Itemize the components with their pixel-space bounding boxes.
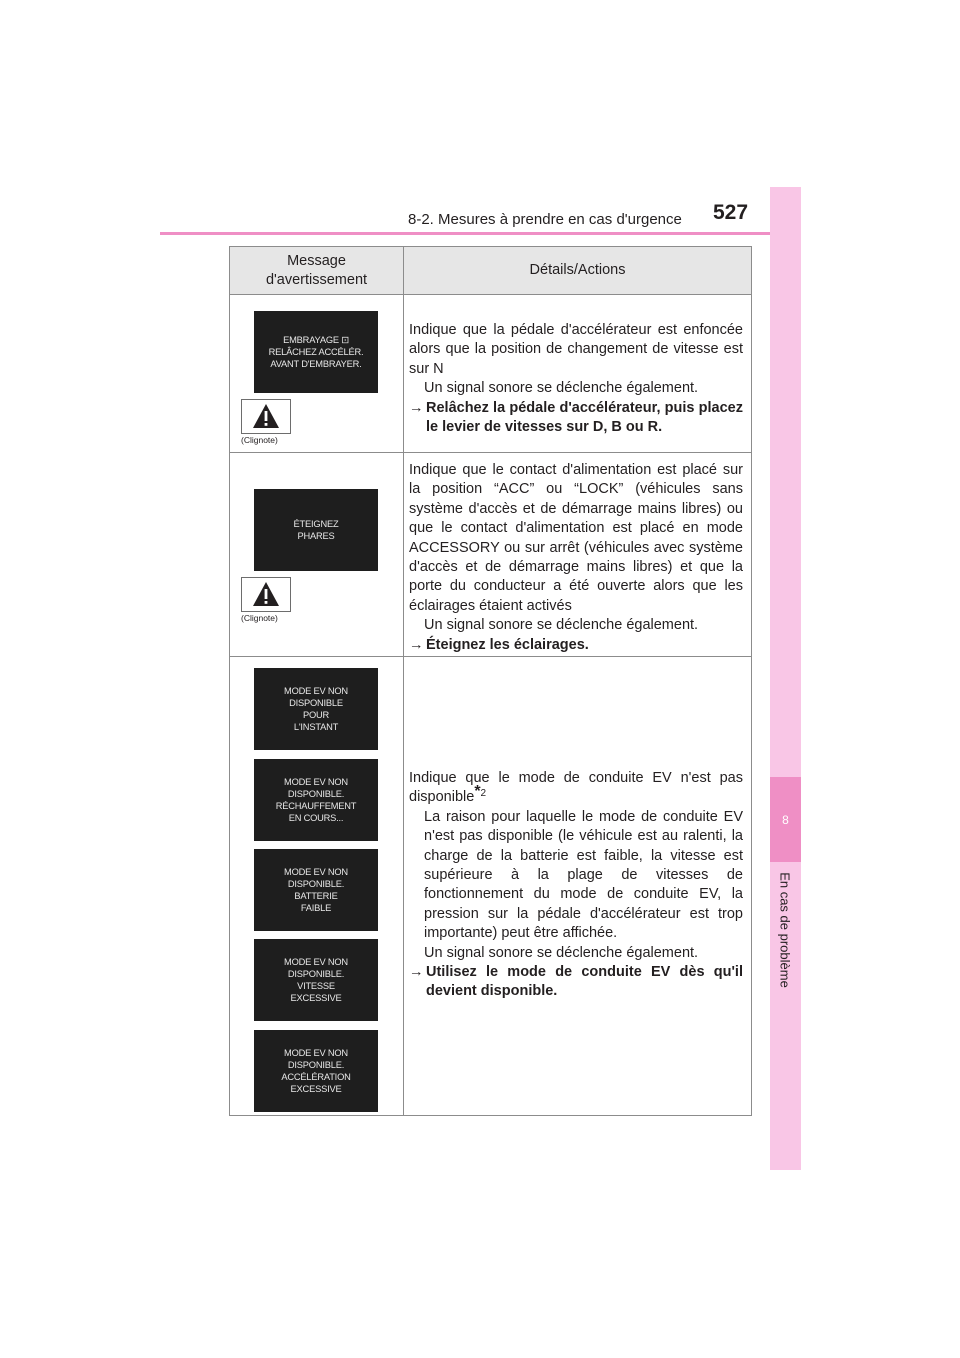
header-rule xyxy=(160,232,800,235)
footnote-number[interactable]: 2 xyxy=(480,787,487,799)
chapter-title: En cas de problème xyxy=(777,872,793,988)
sound-text: Un signal sonore se déclenche également. xyxy=(424,617,699,634)
warning-triangle-icon xyxy=(241,577,291,612)
blink-note: (Clignote) xyxy=(241,613,278,623)
display-screen-image: EMBRAYAGE ⊡ RELÂCHEZ ACCÉLÉR. AVANT D'EMBRAYER. xyxy=(254,311,378,393)
detail-text: Indique que le mode de conduite EV n'est pas disponible$^{*2}$ xyxy=(409,770,743,806)
sound-text: Un signal sonore se déclenche également. xyxy=(424,380,699,397)
arrow-icon: → xyxy=(409,399,424,416)
message-cell xyxy=(230,453,404,657)
blink-note: (Clignote) xyxy=(241,435,278,445)
page-number: 527 xyxy=(713,201,749,224)
table-row xyxy=(230,295,752,453)
table-row xyxy=(230,453,752,657)
footnote-mark: * xyxy=(474,782,481,800)
action-text: → Éteignez les éclairages. xyxy=(409,636,743,655)
action-text: → Utilisez le mode de conduite EV dès qu'il devient disponible. xyxy=(409,964,743,1000)
arrow-icon: → xyxy=(409,636,424,653)
display-screen-image: MODE EV NON DISPONIBLE. BATTERIE FAIBLE xyxy=(254,849,378,931)
details-cell xyxy=(404,657,752,1116)
display-screen-image: MODE EV NON DISPONIBLE. VITESSE EXCESSIVE xyxy=(254,939,378,1021)
display-screen-image: ÉTEIGNEZ PHARES xyxy=(254,489,378,571)
message-cell xyxy=(230,657,404,1116)
col-header-message: Message d'avertissement xyxy=(230,247,404,295)
section-title: 8-2. Mesures à prendre en cas d'urgence xyxy=(408,211,682,228)
display-screen-image: MODE EV NON DISPONIBLE. ACCÉLÉRATION EXCESSIVE xyxy=(254,1030,378,1112)
sound-text: Un signal sonore se déclenche également. xyxy=(424,944,699,961)
warning-triangle-icon xyxy=(241,399,291,434)
chapter-number-tab[interactable]: 8 xyxy=(770,777,801,862)
detail-text: Indique que le contact d'alimentation est placé sur la position “ACC” ou “LOCK” (véhicules sans système d'accès et de démarrage mains libres) ou que le contact d'alimentation est placé en mode ACCESSORY ou sur arrêt (véhicules avec système d'accès et de démarrage mains libres) et que la porte du conducteur a été ouverte alors que les éclairages étaient activés xyxy=(409,462,743,614)
page-header xyxy=(160,201,800,231)
display-screen-image: MODE EV NON DISPONIBLE. RÉCHAUFFEMENT EN COURS... xyxy=(254,759,378,841)
arrow-icon: → xyxy=(409,964,424,981)
detail-text: Indique que la pédale d'accélérateur est enfoncée alors que la position de changement de vitesse est sur N xyxy=(409,322,743,377)
col-header-details: Détails/Actions xyxy=(404,247,752,295)
warning-message-table xyxy=(229,246,752,1116)
table-row xyxy=(230,657,752,1116)
details-cell xyxy=(404,453,752,657)
chapter-side-tab xyxy=(770,187,801,1170)
table-header-row xyxy=(230,247,752,295)
message-cell xyxy=(230,295,404,453)
action-text: → Relâchez la pédale d'accélérateur, puis placez le levier de vitesses sur D, B ou R. xyxy=(409,399,743,436)
display-screen-image: MODE EV NON DISPONIBLE POUR L'INSTANT xyxy=(254,668,378,750)
reason-text: La raison pour laquelle le mode de conduite EV n'est pas disponible (le véhicule est au ralenti, la charge de la batterie est faible, la vitesse est supérieure à la plage de vitesses de fonctionnement du mode de conduite EV, la pression sur la pédale d'accélérateur est trop importante) peut être affichée. xyxy=(424,808,743,942)
details-cell xyxy=(404,295,752,453)
